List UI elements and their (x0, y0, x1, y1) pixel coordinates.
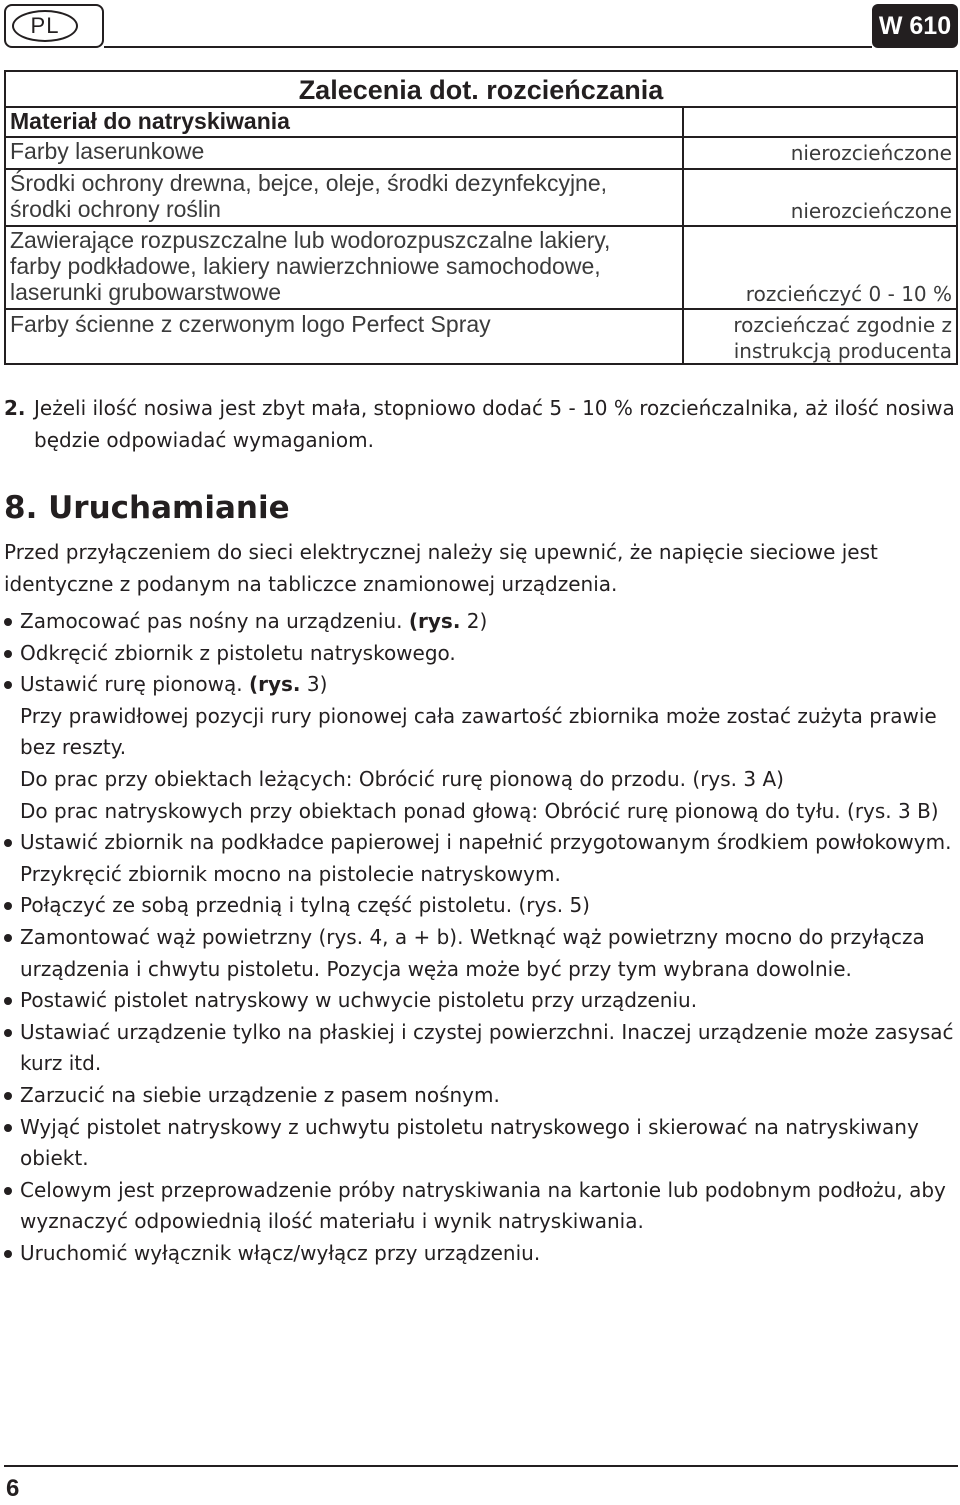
list-item-text: Uruchomić wyłącznik włącz/wyłącz przy urządzeniu. (20, 1240, 541, 1265)
list-item-detail (4, 796, 958, 828)
section-title: 8. Uruchamianie (4, 490, 290, 526)
table-row-recommendation: nierozcieńczone (790, 141, 952, 165)
table-row-material: Farby ścienne z czerwonym logo Perfect Spray (10, 311, 491, 337)
table-column-divider (682, 106, 684, 363)
list-item (4, 890, 958, 922)
list-item-text: Przy prawidłowej pozycji rury pionowej cała zawartość zbiornika może zostać zużyta prawie bez reszty. (20, 703, 937, 760)
list-item-text: Ustawić zbiornik na podkładce papierowej i napełnić przygotowanym środkiem powłokowym. Przykręcić zbiornik mocno na pistolecie natryskowym. (20, 830, 952, 886)
table-row-recommendation: rozcieńczyć 0 - 10 % (745, 282, 952, 306)
list-item-detail (4, 701, 958, 764)
list-item-text: Zarzucić na siebie urządzenie z pasem nośnym. (20, 1082, 500, 1107)
list-item (4, 1112, 958, 1175)
list-item (4, 638, 958, 670)
dilution-table-title: Zalecenia dot. rozcieńczania (298, 75, 664, 105)
figure-reference-label: (rys. (408, 609, 461, 633)
step-list (4, 606, 958, 1269)
list-item (4, 669, 958, 701)
list-item (4, 1017, 958, 1080)
table-row-material-line: laserunki grubowarstwowe (10, 279, 282, 305)
list-item-text: Celowym jest przeprowadzenie próby natryskiwania na kartonie lub podobnym podłożu, aby wyznaczyć odpowiednią ilość materiału i wynik natryskiwania. (20, 1177, 946, 1234)
list-item-text: Ustawiać urządzenie tylko na płaskiej i czystej powierzchni. Inaczej urządzenie może zasysać kurz itd. (20, 1019, 954, 1076)
list-item (4, 985, 958, 1017)
list-item-text: Odkręcić zbiornik z pistoletu natryskowego. (20, 640, 456, 665)
header-rule (104, 46, 872, 48)
figure-reference-number: 3) (300, 672, 328, 697)
list-item-detail (4, 764, 958, 796)
list-item-text: Do prac przy obiektach leżących: Obrócić rurę pionową do przodu. (rys. 3 A) (20, 766, 784, 791)
table-row-material-line: Środki ochrony drewna, bejce, oleje, środki dezynfekcyjne, (10, 170, 608, 196)
column-header-material: Materiał do natryskiwania (10, 108, 290, 134)
list-item (4, 1080, 958, 1112)
page-header (4, 4, 958, 52)
table-rule (6, 308, 956, 310)
list-item-text: Zamontować wąż powietrzny (rys. 4, a + b). Wetknąć wąż powietrzny mocno do przyłącza urządzenia i chwytu pistoletu. Pozycja węża może być przy tym wybrana dowolnie. (20, 924, 925, 981)
list-item (4, 1175, 958, 1238)
figure-reference-number: 2) (460, 609, 488, 633)
list-item (4, 922, 958, 985)
language-code: PL (12, 10, 78, 42)
table-row-recommendation: nierozcieńczone (790, 199, 952, 223)
list-item-text: Do prac natryskowych przy obiektach ponad głową: Obrócić rurę pionową do tyłu. (rys. 3 B) (20, 798, 939, 823)
table-row-material-line: farby podkładowe, lakiery nawierzchniowe samochodowe, (10, 253, 601, 279)
page-number: 6 (6, 1475, 20, 1502)
model-badge: W 610 (872, 4, 958, 48)
language-badge (4, 4, 104, 48)
note-text: Jeżeli ilość nosiwa jest zbyt mała, stopniowo dodać 5 - 10 % rozcieńczalnika, aż ilość nosiwa będzie odpowiadać wymaganiom. (34, 396, 955, 452)
section-intro: Przed przyłączeniem do sieci elektrycznej należy się upewnić, że napięcie sieciowe jest identyczne z podanym na tabliczce znamionowej urządzenia. (4, 540, 878, 596)
table-row-recommendation-line: rozcieńczać zgodnie z (733, 313, 952, 337)
table-row-material-line: środki ochrony roślin (10, 196, 221, 222)
table-row-recommendation (686, 312, 952, 364)
note-number: 2. (4, 396, 26, 420)
table-row-material-line: Zawierające rozpuszczalne lub wodorozpuszczalne lakiery, (10, 227, 611, 253)
table-row-material (10, 170, 678, 222)
list-item-text: Postawić pistolet natryskowy w uchwycie pistoletu przy urządzeniu. (20, 988, 698, 1013)
dilution-note (4, 392, 958, 456)
list-item (4, 1238, 958, 1270)
table-row-recommendation-line: instrukcją producenta (733, 339, 952, 363)
list-item-text: Wyjąć pistolet natryskowy z uchwytu pistoletu natryskowego i skierować na natryskiwany obiekt. (20, 1114, 919, 1171)
list-item-text: Ustawić rurę pionową. (20, 672, 249, 697)
list-item-text: Zamocować pas nośny na urządzeniu. (20, 609, 409, 633)
table-row-material: Farby laserunkowe (10, 138, 205, 164)
footer-rule (4, 1465, 958, 1467)
table-row-material (10, 227, 678, 305)
list-item (4, 827, 958, 890)
list-item-text: Połączyć ze sobą przednią i tylną część pistoletu. (rys. 5) (20, 893, 590, 918)
dilution-table (4, 70, 958, 365)
list-item (4, 606, 958, 638)
figure-reference-label: (rys. (248, 672, 301, 697)
